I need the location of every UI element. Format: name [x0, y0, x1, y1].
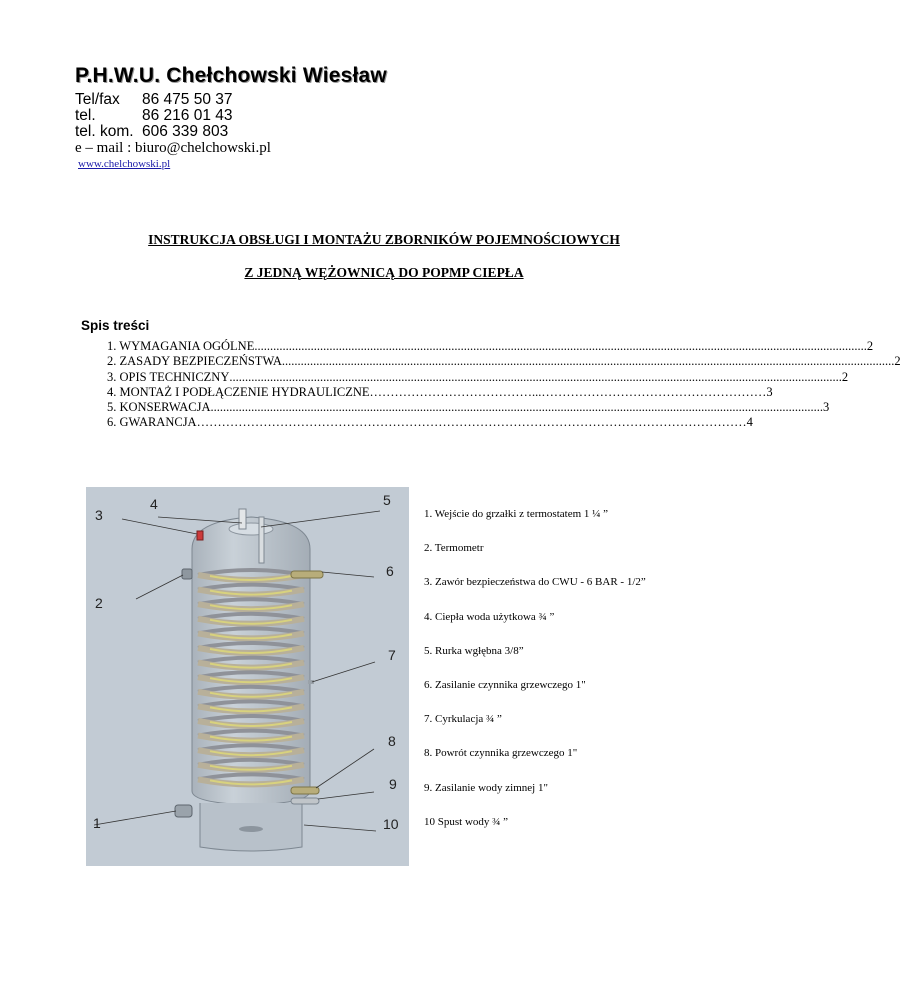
toc-item-page: 2 [866, 339, 874, 353]
heater-inlet [175, 805, 192, 817]
callout-2: 2 [95, 595, 103, 611]
toc-leader: …………………………………………………………………………………………………………………… [196, 415, 747, 430]
coil-return-pipe [291, 787, 319, 794]
toc-item[interactable] [107, 339, 874, 354]
contact-label: tel. [75, 107, 96, 124]
callout-1: 1 [93, 815, 101, 831]
company-name: P.H.W.U. Chełchowski Wiesław [75, 64, 387, 87]
callout-9: 9 [389, 776, 397, 792]
cold-water-pipe [291, 798, 319, 804]
document-title: INSTRUKCJA OBSŁUGI I MONTAŻU ZBORNIKÓW POJEMNOŚCIOWYCH [148, 232, 620, 247]
tank-drawing [86, 487, 409, 866]
tank-figure [86, 487, 409, 866]
toc-item[interactable] [107, 415, 753, 430]
callout-3: 3 [95, 507, 103, 523]
toc-item-page: 3 [766, 384, 773, 399]
callout-6: 6 [386, 563, 394, 579]
toc-item-text: 2. ZASADY BEZPIECZEŃSTWA [107, 354, 282, 369]
toc-item-page: 3 [823, 400, 830, 415]
legend-item: 6. Zasilanie czynnika grzewczego 1" [424, 678, 586, 691]
toc-leader: .................................................................................................................................................................................................... [254, 339, 867, 353]
toc-item[interactable] [107, 400, 830, 415]
legend-item: 3. Zawór bezpieczeństwa do CWU - 6 BAR - 1/2” [424, 576, 646, 589]
toc-item-text: 3. OPIS TECHNICZNY [107, 369, 230, 384]
contact-value: 86 216 01 43 [142, 107, 233, 124]
toc-item[interactable] [107, 384, 773, 400]
toc-item-text: 6. GWARANCJA [107, 415, 197, 430]
legend-item: 1. Wejście do grzałki z termostatem 1 ¼ ” [424, 508, 609, 520]
contact-label: tel. kom. [75, 123, 134, 140]
website-link[interactable]: www.chelchowski.pl [78, 158, 171, 170]
figure-legend [424, 508, 646, 850]
toc-item-page: 2 [841, 369, 849, 384]
document-subtitle: Z JEDNĄ WĘŻOWNICĄ DO POPMP CIEPŁA [244, 265, 524, 280]
thermometer [182, 569, 192, 579]
callout-5: 5 [383, 492, 391, 508]
toc-item[interactable] [107, 354, 901, 369]
safety-valve [197, 531, 203, 540]
legend-item: 4. Ciepła woda użytkowa ¾ ” [424, 610, 555, 623]
toc-item-text: 5. KONSERWACJA [107, 400, 211, 415]
contact-label: Tel/fax [75, 91, 120, 108]
toc-item-text: 1. WYMAGANIA OGÓLNE [107, 339, 255, 353]
toc-item[interactable] [107, 369, 849, 385]
legend-item: 7. Cyrkulacja ¾ ” [424, 713, 502, 726]
legend-item: 10 Spust wody ¾ ” [424, 815, 509, 828]
hot-water-pipe [239, 509, 246, 529]
top-flange [229, 523, 273, 535]
toc-leader: .................................................................................................................................................................................................... [281, 354, 895, 369]
callout-8: 8 [388, 733, 396, 749]
legend-item: 5. Rurka wgłębna 3/8” [424, 644, 524, 657]
toc-item-text: 4. MONTAŻ I PODŁĄCZENIE HYDRAULICZNE [107, 384, 370, 399]
callout-7: 7 [388, 647, 396, 663]
contact-row [75, 123, 228, 141]
toc-leader: …………………………………...……………………………………………… [369, 384, 767, 399]
contact-value: 86 475 50 37 [142, 91, 233, 108]
coil-supply-pipe [291, 571, 323, 578]
legend-item: 2. Termometr [424, 542, 484, 555]
contact-value: 606 339 803 [142, 123, 229, 140]
toc-item-page: 2 [894, 354, 901, 369]
dip-tube [259, 517, 264, 563]
email: e – mail : biuro@chelchowski.pl [75, 140, 271, 156]
callout-10: 10 [383, 816, 399, 832]
legend-item: 9. Zasilanie wody zimnej 1" [424, 781, 548, 794]
callout-4: 4 [150, 496, 158, 512]
toc-leader: .................................................................................................................................................................................................... [210, 400, 823, 415]
legend-item: 8. Powrót czynnika grzewczego 1" [424, 747, 578, 760]
toc-item-page: 4 [746, 415, 753, 430]
toc-heading: Spis treści [81, 318, 150, 333]
toc-leader: .................................................................................................................................................................................................... [229, 369, 842, 384]
drain-opening [239, 826, 263, 832]
table-of-contents [107, 339, 901, 431]
